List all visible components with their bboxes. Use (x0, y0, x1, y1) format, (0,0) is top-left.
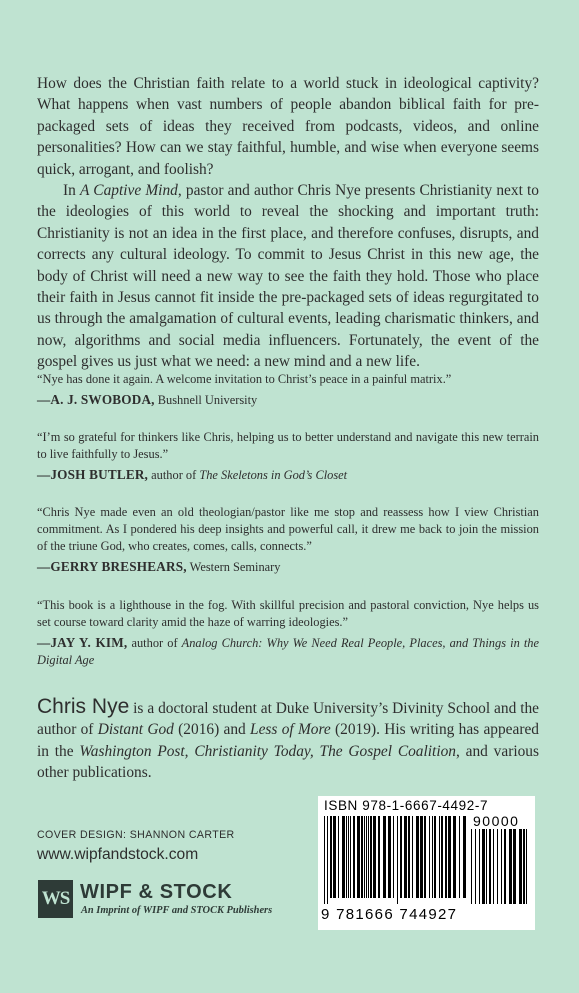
barcode-bar (432, 816, 433, 898)
barcode-bar (441, 816, 443, 898)
isbn-label: ISBN 978-1-6667-4492-7 (324, 798, 489, 813)
endorser-name: —JOSH BUTLER, (37, 467, 149, 482)
barcode-bar (448, 816, 451, 898)
barcode-bar (471, 829, 472, 904)
ws-monogram-icon: WS (38, 880, 73, 918)
barcode-bar (482, 829, 485, 904)
barcode-bar (342, 816, 345, 898)
publisher-logo (38, 880, 298, 920)
barcode-bar (388, 816, 391, 898)
endorsement-quote: “Nye has done it again. A welcome invitation to Christ’s peace in a painful matrix.” (37, 372, 452, 386)
barcode-bar (439, 816, 440, 898)
barcode-bar (479, 829, 480, 904)
barcode-bar (489, 829, 491, 904)
bio-book-title: Less of More (250, 721, 331, 739)
barcode-bar (523, 829, 525, 904)
barcode-bar (459, 816, 460, 898)
barcode-bar (330, 816, 332, 898)
endorsement-attribution (37, 391, 539, 409)
endorsement-attribution (37, 466, 539, 484)
barcode-bar (486, 829, 487, 904)
bio-publications: Washington Post, Christianity Today, The Gospel Coalition (79, 742, 456, 760)
description-text: , pastor and author Chris Nye presents Christianity next to the ideologies of this world to reveal the shocking and important truth: Christianity is not an idea in the first place, and therefore confuses, disrupts, and corrects any cultural ideology. To commit to Jesus Christ in this new age, the body of Christ will need a new way to see the faith they hold. Those who place their faith in Jesus cannot fit inside the pre-packaged sets of ideas regurgitated to us through the amalgamation of cultural events, leading charismatic thinkers, and now, algorithms and social media influencers. Fortunately, the event of the gospel gives us just what we need: a new mind and a new life. (37, 182, 539, 371)
endorsement (37, 429, 539, 484)
barcode-bar (493, 829, 494, 904)
endorser-affiliation: author of (148, 468, 200, 482)
barcode-bar (475, 829, 476, 904)
barcode-bar (463, 816, 466, 898)
description-paragraph-1: How does the Christian faith relate to a world stuck in ideological captivity? What happens when vast numbers of people abandon biblical faith for pre-packaged sets of ideas they received from podcasts, videos, and online personalities? How can we stay faithful, humble, and wise when everyone seems quick, arrogant, and foolish? (37, 75, 539, 178)
barcode-bar (501, 829, 502, 904)
price-code: 90000 (473, 813, 520, 829)
barcode-bar (397, 816, 398, 904)
endorsement-quote: “This book is a lighthouse in the fog. With skillful precision and pastoral conviction, Nye helps us set course toward clarity amid the haze of warring ideologies.” (37, 598, 539, 629)
barcode-bar (526, 829, 527, 904)
author-bio (37, 696, 539, 784)
barcode-bar (393, 816, 394, 898)
barcode-bar (357, 816, 360, 898)
endorsement-quote: “Chris Nye made even an old theologian/pastor like me stop and reassess how I view Christian commitment. As I pondered his deep insights and powerful call, it drew me back to join the mission of the triune God, who creates, comes, calls, connects.” (37, 505, 539, 553)
endorsement (37, 597, 539, 669)
endorsement (37, 504, 539, 576)
publisher-website: www.wipfandstock.com (37, 846, 199, 863)
barcode-bar (504, 829, 506, 904)
endorsement-attribution (37, 634, 539, 669)
barcode-bar (416, 816, 419, 898)
description-text: In (63, 182, 80, 200)
barcode-bar (383, 816, 386, 898)
barcode-bar (350, 816, 351, 898)
bio-text: is a doctoral student at Duke University’s Divinity School and the author of (37, 700, 539, 739)
barcode-bar (324, 816, 325, 904)
barcode-bar (497, 829, 498, 904)
barcode-bar (370, 816, 372, 898)
endorsement-attribution (37, 558, 539, 576)
endorser-name: —A. J. SWOBODA, (37, 392, 155, 407)
barcode-bar (361, 816, 363, 898)
barcode-bar (353, 816, 355, 898)
ean-number: 9 781666 744927 (321, 906, 458, 923)
barcode-bar (373, 816, 376, 898)
barcode-bar (400, 816, 402, 898)
author-name: Chris Nye (37, 695, 130, 718)
barcode-bar (445, 816, 447, 898)
barcode-bar (519, 829, 522, 904)
barcode-bar (338, 816, 339, 898)
barcode-bar (408, 816, 410, 898)
barcode-bar (404, 816, 407, 898)
barcode-bar (420, 816, 423, 898)
barcode-bar (424, 816, 426, 898)
ean-barcode-bars (324, 816, 467, 904)
endorser-affiliation: Bushnell University (154, 393, 258, 407)
description-paragraph-2 (37, 180, 539, 373)
barcode-bar (453, 816, 456, 898)
endorser-book: Analog Church: Why We Need Real People, Places, and Things in the Digital Age (37, 636, 539, 667)
publisher-name: WIPF & STOCK (80, 881, 233, 903)
barcode-bar (412, 816, 413, 898)
barcode-bar (333, 816, 336, 898)
endorser-affiliation: Western Seminary (186, 560, 281, 574)
endorser-book: The Skeletons in God’s Closet (199, 468, 348, 482)
book-title: A Captive Mind (80, 182, 178, 200)
bio-text: (2019). His writing has appeared in the (37, 721, 539, 760)
publisher-tagline: An Imprint of WIPF and STOCK Publishers (81, 905, 273, 916)
barcode-bar (348, 816, 349, 898)
isbn-barcode (318, 796, 535, 930)
bio-book-title: Distant God (97, 721, 174, 739)
book-description (37, 73, 539, 373)
barcode-bar (364, 816, 365, 898)
barcode-bar (429, 816, 430, 898)
barcode-bar (327, 816, 328, 904)
bio-text: , and various other publications. (37, 742, 539, 782)
endorser-affiliation: author of (127, 636, 182, 650)
endorser-name: —JAY Y. KIM, (37, 635, 128, 650)
endorsement-quote: “I’m so grateful for thinkers like Chris, helping us to better understand and navigate this new terrain to live faithfully to Jesus.” (37, 430, 539, 461)
barcode-bar (346, 816, 347, 898)
bio-text: (2016) and (173, 721, 251, 739)
barcode-bar (509, 829, 512, 904)
endorsement (37, 371, 539, 409)
barcode-bar (434, 816, 436, 898)
endorser-name: —GERRY BRESHEARS, (37, 559, 187, 574)
supplement-barcode-bars (471, 829, 529, 904)
cover-design-credit: COVER DESIGN: SHANNON CARTER (37, 829, 235, 841)
barcode-bar (366, 816, 367, 898)
barcode-bar (368, 816, 369, 898)
barcode-bar (513, 829, 516, 904)
barcode-bar (378, 816, 380, 898)
